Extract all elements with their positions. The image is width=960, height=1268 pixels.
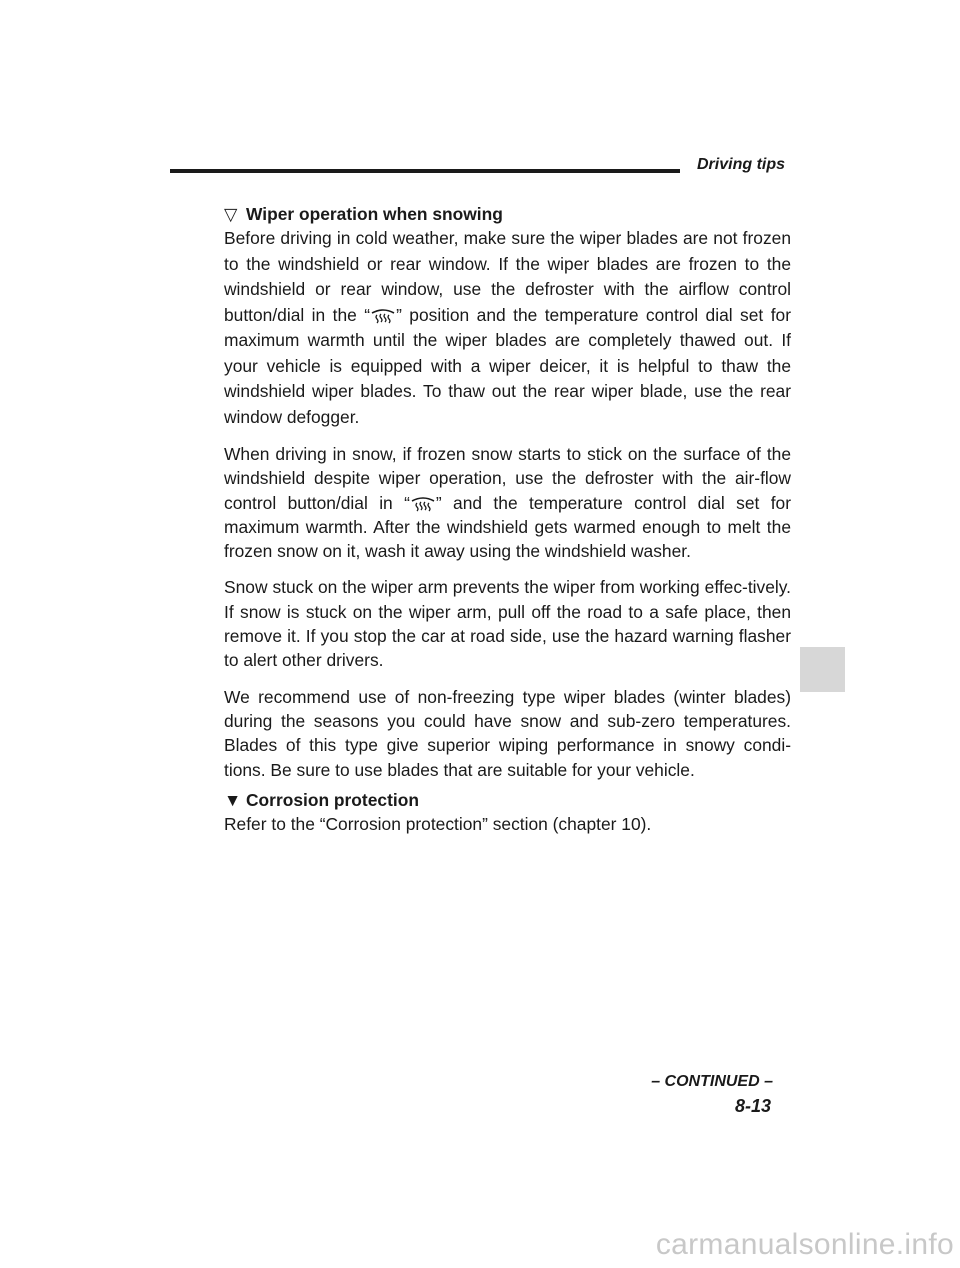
paragraph-wiper-driving: When driving in snow, if frozen snow starts to stick on the surface of the windshield despite wiper operation, use the defroster with the air-flow control button/dial in “ ” and the temperature control dial set for maximum warmth. After the windshield gets warmed enough to melt the frozen snow on it, wash it away using the windshield washer. — [224, 444, 791, 562]
page-content — [224, 202, 791, 848]
watermark: carmanualsonline.info — [655, 1228, 954, 1261]
windshield-defroster-icon — [410, 494, 436, 512]
section-title: Driving tips — [697, 156, 786, 173]
subsection-title: Wiper operation when snowing — [246, 204, 503, 224]
continued-label: – CONTINUED – — [651, 1073, 773, 1090]
windshield-defroster-icon — [370, 306, 396, 324]
page-number: 8-13 — [734, 1096, 771, 1116]
subsection-heading-wiper — [224, 202, 791, 226]
subsection-title: Corrosion protection — [246, 789, 419, 810]
paragraph-wiper-cold: Before driving in cold weather, make sure the wiper blades are not frozen to the windshield or rear window. If the wiper blades are frozen to the windshield or rear window, use the defroster with the airflow control button/dial in the “ ” position and the temperature control dial set for maximum warmth until the wiper blades are completely thawed out. If your vehicle is equipped with a wiper deicer, it is helpful to thaw the windshield wiper blades. To thaw out the rear wiper blade, use the rear window defogger. — [224, 228, 791, 427]
open-triangle-marker-icon: ▽ — [224, 204, 238, 224]
solid-triangle-marker-icon: ▼ — [224, 789, 242, 810]
subsection-heading-corrosion — [224, 788, 791, 812]
header-rule — [170, 169, 680, 173]
paragraph-winter-blades: We recommend use of non-freezing type wiper blades (winter blades) during the seasons you could have snow and sub-zero temperatures. Blades of this type give superior wiping performance in snowy condi-tions. Be sure to use blades that are suitable for your vehicle. — [224, 686, 791, 780]
paragraph-wiper-arm: Snow stuck on the wiper arm prevents the wiper from working effec-tively. If snow is stuck on the wiper arm, pull off the road to a safe place, then remove it. If you stop the car at road side, use the hazard warning flasher to alert other drivers. — [224, 577, 791, 671]
chapter-thumb-tab — [800, 647, 845, 692]
paragraph-corrosion: Refer to the “Corrosion protection” section (chapter 10). — [224, 813, 652, 834]
